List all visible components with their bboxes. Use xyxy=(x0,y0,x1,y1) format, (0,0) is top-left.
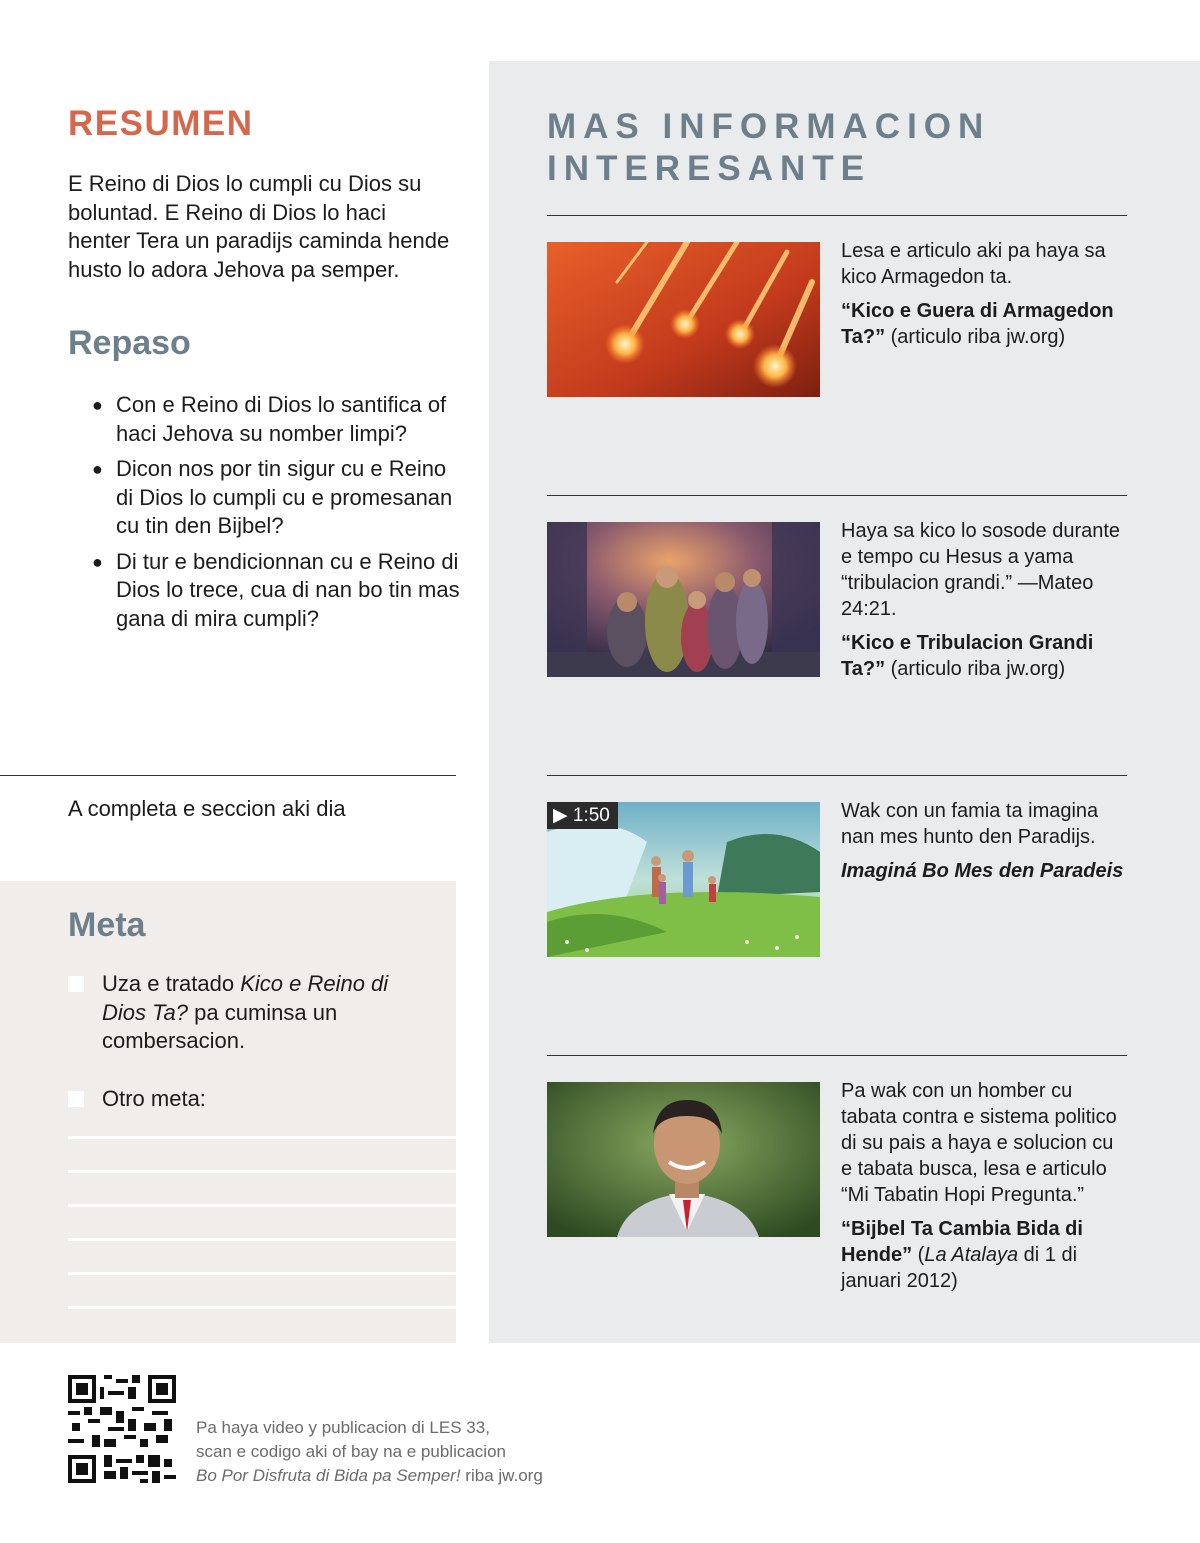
more-info-item-4: Pa wak con un homber cu tabata contra e sistema politico di su pais a haya e solucion cu e tabata busca, lesa e articulo “Mi Tabatin Hopi Pregunta.” “Bijbel Ta Cambia Bida di Hende” (La Atalaya di 1 di januari 2012) xyxy=(841,1078,1126,1294)
repaso-item: ● Di tur e bendicionnan cu e Reino di Dios lo trece, cua di nan bo tin mas gana di mira cumpli? xyxy=(92,548,460,631)
bullet-icon: ● xyxy=(92,551,103,572)
repaso-item: ● Dicon nos por tin sigur cu e Reino di Dios lo cumpli cu e promesanan cu tin den Bijbel? xyxy=(92,456,453,538)
more-info-item-3: Wak con un famia ta imagina nan mes hunto den Paradijs. Imaginá Bo Mes den Paradeis xyxy=(841,798,1126,884)
meta-goal-2[interactable]: Otro meta: xyxy=(68,1085,398,1114)
more-info-item-1: Lesa e articulo aki pa haya sa kico Armagedon ta. “Kico e Guera di Armagedon Ta?” (articulo riba jw.org) xyxy=(841,238,1126,350)
completion-date-label[interactable]: A completa e seccion aki dia xyxy=(68,796,346,821)
repaso-title: Repaso xyxy=(68,324,191,362)
write-line[interactable] xyxy=(68,1204,456,1207)
article-link[interactable]: “Bijbel Ta Cambia Bida di Hende” (La Atalaya di 1 di januari 2012) xyxy=(841,1218,1083,1292)
footer-text: Pa haya video y publicacion di LES 33, scan e codigo aki of bay na e publicacion Bo Por Disfruta di Bida pa Semper! riba jw.org xyxy=(196,1418,543,1485)
family-tribulation-image[interactable] xyxy=(547,522,820,677)
divider xyxy=(547,1055,1127,1056)
meteor-image[interactable] xyxy=(547,242,820,397)
checkbox-icon[interactable] xyxy=(68,976,84,992)
resumen-text: E Reino di Dios lo cumpli cu Dios su boluntad. E Reino di Dios lo haci henter Tera un paradijs caminda hende husto lo adora Jehova pa semper. xyxy=(68,171,450,282)
write-line[interactable] xyxy=(68,1238,456,1241)
repaso-list xyxy=(90,391,460,640)
divider xyxy=(547,215,1127,216)
bullet-icon: ● xyxy=(92,395,103,415)
video-duration-badge: ▶ 1:50 xyxy=(547,802,618,829)
divider xyxy=(547,775,1127,776)
paradise-video-image[interactable] xyxy=(547,802,820,957)
video-link[interactable]: Imaginá Bo Mes den Paradeis xyxy=(841,860,1124,882)
meta-goal-1[interactable]: Uza e tratado Kico e Reino di Dios Ta? pa cuminsa un combersacion. xyxy=(68,970,398,1056)
repaso-item: ● Con e Reino di Dios lo santifica of haci Jehova su nomber limpi? xyxy=(92,392,447,446)
bullet-icon: ● xyxy=(92,459,103,479)
divider xyxy=(547,495,1127,496)
write-line[interactable] xyxy=(68,1272,456,1275)
article-link[interactable]: “Kico e Guera di Armagedon Ta?” (articulo riba jw.org) xyxy=(841,300,1114,348)
man-portrait-image[interactable] xyxy=(547,1082,820,1237)
article-link[interactable]: “Kico e Tribulacion Grandi Ta?” (articulo riba jw.org) xyxy=(841,632,1094,680)
write-line[interactable] xyxy=(68,1306,456,1309)
more-info-item-2: Haya sa kico lo sosode durante e tempo cu Hesus a yama “tribulacion grandi.” —Mateo 24:21. “Kico e Tribulacion Grandi Ta?” (articulo riba jw.org) xyxy=(841,518,1126,682)
more-info-title: MAS INFORMACION INTERESANTE xyxy=(547,107,991,188)
write-line[interactable] xyxy=(68,1170,456,1173)
qr-code-icon[interactable] xyxy=(68,1375,176,1483)
resumen-title: RESUMEN xyxy=(68,104,254,143)
write-line[interactable] xyxy=(68,1136,456,1139)
checkbox-icon[interactable] xyxy=(68,1091,84,1107)
meta-title: Meta xyxy=(68,906,146,944)
divider xyxy=(0,775,456,776)
